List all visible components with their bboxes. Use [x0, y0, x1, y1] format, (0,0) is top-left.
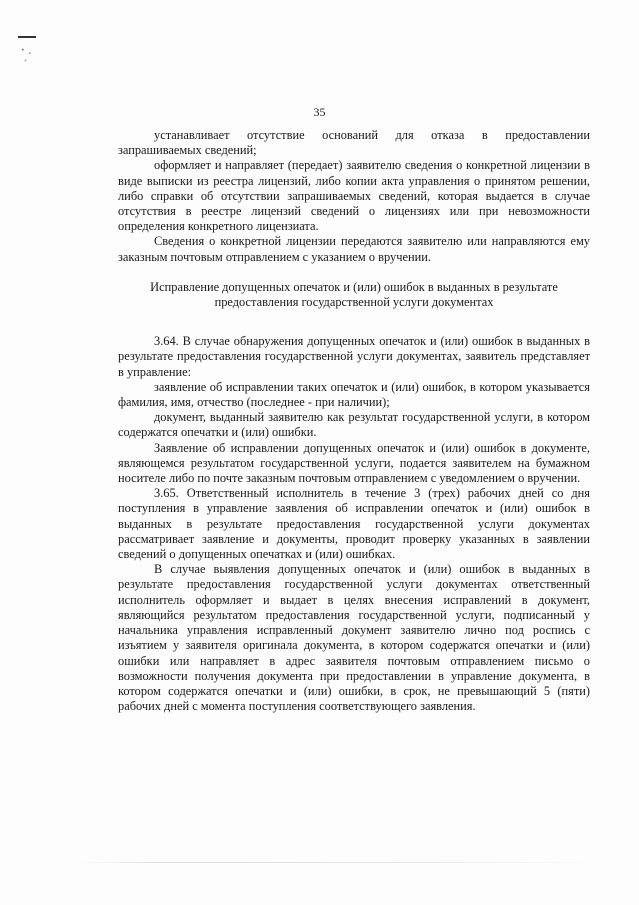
- scan-corner-mark: [18, 36, 40, 66]
- paragraph: документ, выданный заявителю как результат государственной услуги, в котором содержатся опечатки и (или) ошибки.: [118, 410, 590, 440]
- section-heading: Исправление допущенных опечаток и (или) ошибок в выданных в результате предоставления государственной услуги документах: [150, 279, 558, 310]
- scan-specks: [20, 46, 34, 64]
- scan-bottom-shadow: [80, 862, 600, 863]
- paragraph: Сведения о конкретной лицензии передаются заявителю или направляются ему заказным почтовым отправлением с указанием о вручении.: [118, 234, 590, 264]
- paragraph: заявление об исправлении таких опечаток и (или) ошибок, в котором указывается фамилия, имя, отчество (последнее - при наличии);: [118, 379, 590, 410]
- paragraph: 3.64. В случае обнаружения допущенных опечаток и (или) ошибок в выданных в результате предоставления государственной услуги документах, заявитель представляет в управление:: [118, 334, 590, 379]
- paragraph: устанавливает отсутствие оснований для отказа в предоставлении запрашиваемых сведений;: [118, 128, 590, 158]
- paragraph: 3.65. Ответственный исполнитель в течение 3 (трех) рабочих дней со дня поступления в управление заявления об исправлении опечаток и (или) ошибок в выданных в результате предоставления государственной услуги документах рассматривает заявление и документы, проводит проверку указанных в заявлении сведений о допущенных опечатках и (или) ошибках.: [118, 486, 590, 562]
- scan-mark-bar: [18, 36, 36, 38]
- document-body: [118, 128, 590, 714]
- page-number: 35: [313, 105, 326, 119]
- paragraph: оформляет и направляет (передает) заявителю сведения о конкретной лицензии в виде выписки из реестра лицензий, либо копии акта управления о принятом решении, либо справки об отсутствии запрашиваемых сведений, которая выдается в случае отсутствия в реестре лицензий сведений о лицензиях или при невозможности определения конкретного лицензиата.: [118, 158, 590, 234]
- paragraph: В случае выявления допущенных опечаток и (или) ошибок в выданных в результате предоставления государственной услуги документах ответственный исполнитель оформляет и выдает в целях внесения исправлений в документ, являющийся результатом предоставления государственной услуги, подписанный у начальника управления исправленный документ заявителю лично под роспись с изъятием у заявителя оригинала документа, в котором содержатся опечатки и (или) ошибки или направляет в адрес заявителя почтовым отправлением письмо о возможности получения документа при предоставлении в управление документа, в котором содержатся опечатки и (или) ошибки, в срок, не превышающий 5 (пяти) рабочих дней с момента поступления соответствующего заявления.: [118, 562, 590, 714]
- paragraph: Заявление об исправлении допущенных опечаток и (или) ошибок в документе, являющемся результатом государственной услуги, подается заявителем на бумажном носителе либо по почте заказным почтовым отправлением с уведомлением о вручении.: [118, 440, 590, 486]
